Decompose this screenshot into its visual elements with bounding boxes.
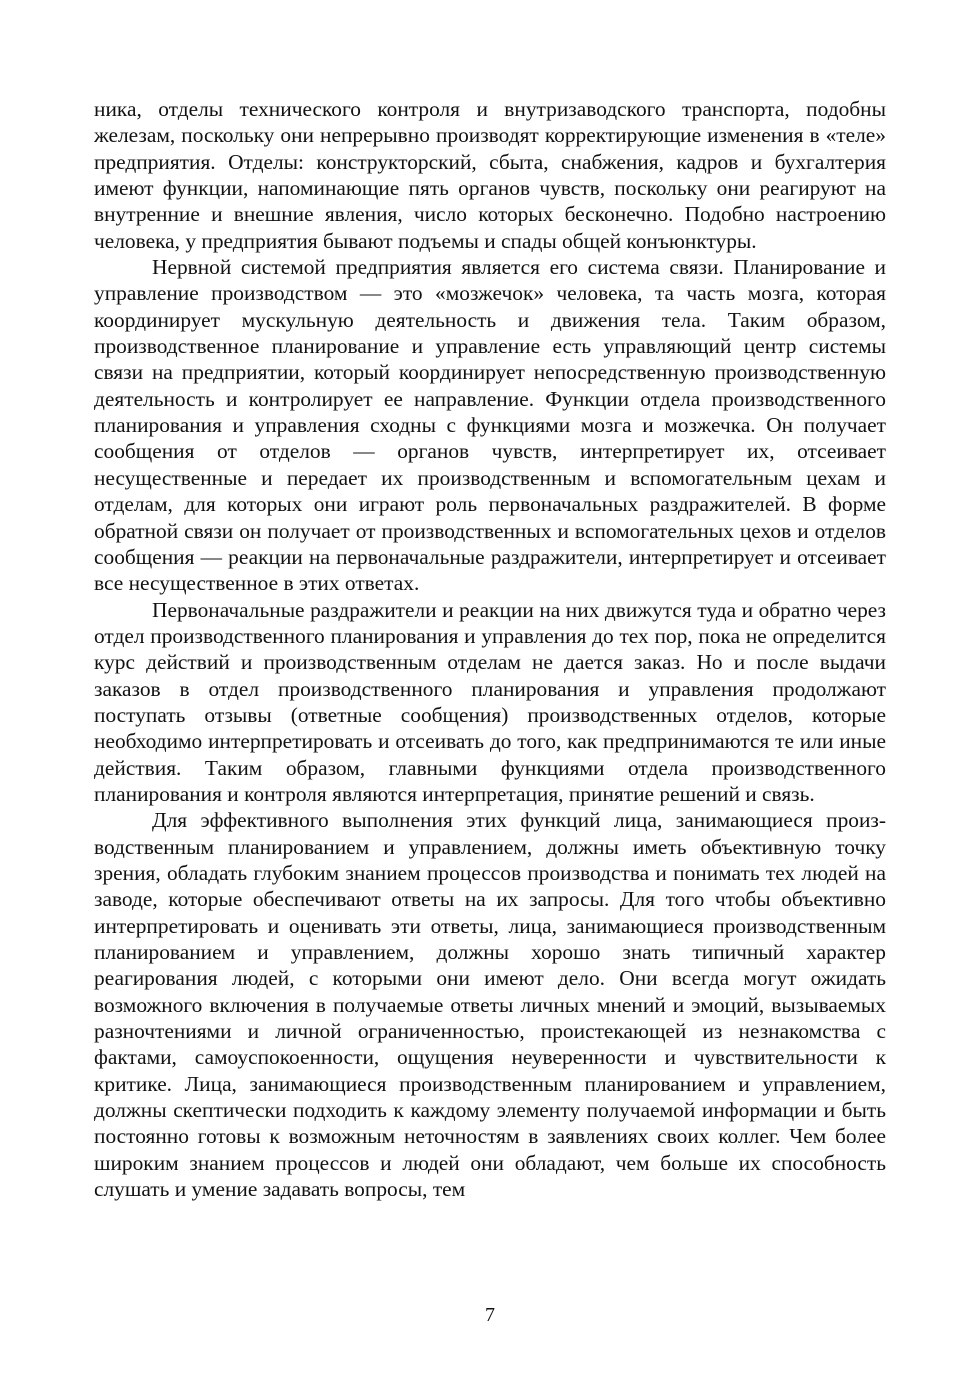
paragraph-stimuli: Первоначальные раздражители и реакции на них движутся туда и обратно через отдел производственного планирования и управления до тех пор, пока не определится курс действий и производственным отделам не дается заказ. Но и после выдачи заказов в отдел производственного планирования и управления продолжают поступать отзывы (ответные сообщения) производственных отделов, которые необходимо интерпретировать и отсеивать до того, как предпринимаются те или иные действия. Таким образом, главными функциями отдела производственного планирования и контроля являются интерпретация, принятие решений и связь.: [94, 597, 886, 806]
paragraph-nervous-system: Нервной системой предприятия является его система связи. Планирование и управление производством — это «мозжечок» человека, та часть мозга, которая координирует мускульную деятельность и движения тела. Таким образом, производственное планирование и управление есть управляющий центр системы связи на предприятии, который координирует непосредственную производственную деятельность и контролирует ее направление. Функции отдела производственного планирования и управления сходны с функциями мозга и мозжечка. Он получает сообщения от отделов — органов чувств, интерпретирует их, отсеивает несущественные и передает их производственным и вспомогательным цехам и отделам, для которых они играют роль первоначальных раздражителей. В форме обратной связи он получает от производственных и вспомогательных цехов и отделов сообщения — реакции на первоначальные раздражители, интерпретирует и отсеивает все несущественное в этих ответах.: [94, 255, 886, 596]
body-text: [94, 96, 886, 1202]
paragraph-effective-functions: Для эффективного выполнения этих функций лица, занимающиеся производственным планированием и управлением, должны иметь объективную точку зрения, обладать глубоким знанием процессов производства и понимать тех людей на заводе, которые обеспечивают ответы на их запросы. Для того чтобы объективно интерпретировать и оценивать эти ответы, лица, занимающиеся производственным планированием и управлением, должны хорошо знать типичный характер реагирования людей, с которыми они имеют дело. Они всегда могут ожидать возможного включения в получаемые ответы личных мнений и эмоций, вызываемых разночтениями и личной ограниченностью, проистекающей из незнакомства с фактами, самоуспокоенности, ощущения неуверенности и чувствительности к критике. Лица, занимающиеся производственным планированием и управлением, должны скептически подходить к каждому элементу получаемой информации и быть постоянно готовы к возможным неточностям в заявлениях своих коллег. Чем более широким знанием процессов и людей они обладают, чем больше их способность слушать и умение задавать вопросы, тем: [94, 808, 886, 1202]
paragraph-continued: ника, отделы технического контроля и внутризаводского транспорта, подобны железам, поскольку они непрерывно производят корректирующие изменения в «теле» предприятия. Отделы: конструкторский, сбыта, снабжения, кадров и бухгалтерия имеют функции, напоминающие пять органов чувств, поскольку они реагируют на внутренние и внешние явления, число которых бесконечно. Подобно настроению человека, у предприятия бывают подъемы и спады общей конъюнктуры.: [94, 97, 886, 253]
page-number: 7: [485, 1304, 495, 1326]
